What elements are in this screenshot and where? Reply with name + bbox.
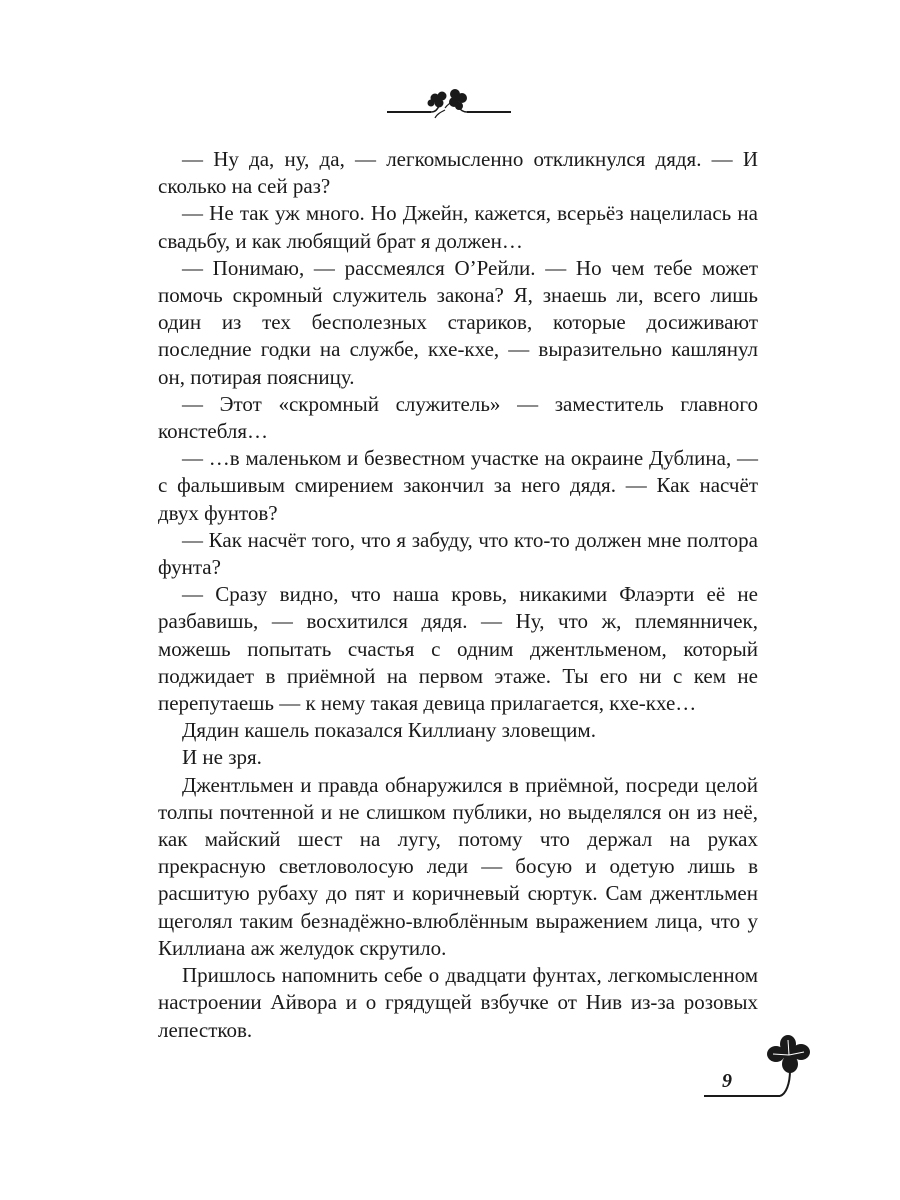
paragraph: — Как насчёт того, что я забуду, что кто-то должен мне полтора фунта?: [158, 527, 758, 580]
paragraph: — Сразу видно, что наша кровь, никакими Флаэрти её не разбавишь, — восхитился дядя. — Ну, что ж, племянничек, можешь попытать счастья с одним джентльменом, который поджидает в приёмной на первом этаже. Ты его ни с кем не перепутаешь — к нему такая девица прилагается, кхе-кхе…: [158, 582, 758, 716]
paragraph: Пришлось напомнить себе о двадцати фунтах, легкомысленном настроении Айвора и о грядущей взбучке от Нив из-за розовых лепестков.: [158, 963, 758, 1042]
paragraph: Дядин кашель показался Киллиану зловещим.: [182, 718, 596, 743]
paragraph: — Ну да, ну, да, — легкомысленно откликнулся дядя. — И сколько на сей раз?: [158, 147, 758, 199]
paragraph: — Не так уж много. Но Джейн, кажется, всерьёз нацелилась на свадьбу, и как любящий брат я должен…: [158, 201, 758, 253]
paragraph: — Этот «скромный служитель» — заместитель главного констебля…: [158, 391, 758, 444]
clover-footer-icon: [700, 1022, 820, 1102]
paragraph: — Понимаю, — рассмеялся О’Рейли. — Но чем тебе может помочь скромный служитель закона? Я, знаешь ли, всего лишь один из тех бесполезных стариков, которые досиживают последние годки на службе, кхе-кхе, — выразительно кашлянул он, потирая поясницу.: [158, 255, 758, 389]
page-number: 9: [722, 1070, 732, 1092]
paragraph: И не зря.: [182, 745, 262, 770]
body-text: [158, 146, 758, 1044]
clover-header-icon: [385, 84, 513, 124]
paragraph: Джентльмен и правда обнаружился в приёмной, посреди целой толпы почтенной и не слишком публики, но выделялся он из неё, как майский шест на лугу, потому что держал на руках прекрасную светловолосую леди — босую и одетую лишь в расшитую рубаху до пят и коричневый сюртук. Сам джентльмен щеголял таким безнадёжно-влюблённым выражением лица, что у Киллиана аж желудок скрутило.: [158, 772, 758, 960]
paragraph: — …в маленьком и безвестном участке на окраине Дублина, — с фальшивым смирением закончил за него дядя. — Как насчёт двух фунтов?: [158, 446, 758, 525]
